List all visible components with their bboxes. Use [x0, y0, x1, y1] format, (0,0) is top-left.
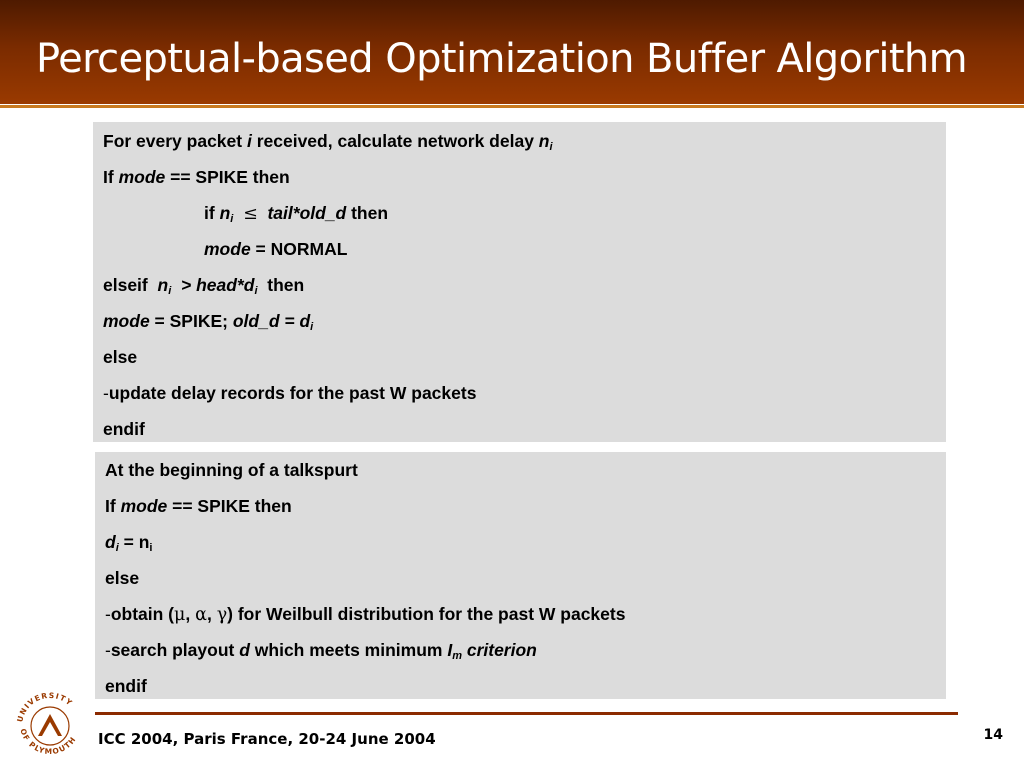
code-line [105, 640, 946, 676]
code-text: else [103, 347, 138, 367]
var-mode: mode [118, 167, 166, 187]
subscript: i [230, 213, 234, 225]
subscript: i [310, 321, 314, 333]
code-text: received, calculate network delay [251, 131, 539, 151]
code-text: endif [105, 676, 147, 696]
subscript: i [549, 141, 553, 153]
var-i: i [246, 131, 252, 151]
dash: - [105, 604, 111, 624]
var-mode: mode [120, 496, 168, 516]
code-text: update delay records for the past W packets [108, 383, 477, 403]
code-text: = n [118, 532, 150, 552]
code-line [103, 203, 946, 239]
var-I: I [447, 640, 453, 660]
algorithm-panel-packet [93, 122, 946, 442]
code-text: endif [103, 419, 145, 439]
var-d: d [239, 640, 250, 660]
expression: tail*old_d [267, 203, 347, 223]
code-line [105, 496, 946, 532]
var-mode: mode [204, 239, 251, 259]
code-text: If [103, 167, 119, 187]
footer-caption: ICC 2004, Paris France, 20-24 June 2004 [98, 730, 436, 748]
var-d: d [105, 532, 116, 552]
code-text: = NORMAL [250, 239, 348, 259]
code-line [103, 419, 946, 455]
code-text: ) for Weilbull distribution for the past W packets [227, 604, 626, 624]
code-text: , [185, 604, 196, 624]
code-text: search playout [110, 640, 240, 660]
code-text: which meets minimum [249, 640, 448, 660]
code-line [103, 275, 946, 311]
mu-symbol: μ [174, 605, 186, 625]
code-text: == SPIKE then [165, 167, 290, 187]
code-line [105, 676, 946, 712]
subscript: i [254, 285, 258, 297]
subscript: i [115, 542, 119, 554]
expression: old_d = d [232, 311, 311, 331]
code-text: elseif [103, 275, 153, 295]
code-text: For every packet [103, 131, 247, 151]
svg-text:UNIVERSITY: UNIVERSITY [15, 690, 75, 723]
less-equal-symbol: ≤ [243, 204, 258, 224]
svg-text:OF PLYMOUTH: OF PLYMOUTH [18, 727, 79, 757]
code-line [103, 239, 946, 275]
dash: - [103, 383, 109, 403]
code-text: if [204, 203, 220, 223]
code-line [103, 131, 946, 167]
university-logo-icon [12, 688, 88, 764]
code-line [103, 383, 946, 419]
code-line [105, 604, 946, 640]
code-line [105, 568, 946, 604]
expression: criterion [461, 640, 537, 660]
code-line [103, 311, 946, 347]
code-line [103, 347, 946, 383]
code-line [105, 460, 946, 496]
var-n: n [157, 275, 169, 295]
code-text: == SPIKE then [167, 496, 292, 516]
subscript: i [168, 285, 172, 297]
var-n: n [538, 131, 550, 151]
code-text: then [262, 275, 305, 295]
subscript: i [149, 542, 153, 554]
title-bar [0, 0, 1024, 104]
code-text: = SPIKE; [149, 311, 233, 331]
code-text: At the beginning of a talkspurt [105, 460, 358, 480]
code-text: then [346, 203, 389, 223]
code-line [105, 532, 946, 568]
code-text: else [105, 568, 140, 588]
alpha-symbol: α [195, 605, 207, 625]
algorithm-panel-talkspurt [95, 452, 946, 699]
subscript: m [452, 650, 462, 662]
footer-divider [95, 712, 958, 715]
var-mode: mode [103, 311, 150, 331]
code-line [103, 167, 946, 203]
var-n: n [219, 203, 231, 223]
code-text: , [206, 604, 217, 624]
title-divider [0, 105, 1024, 108]
slide-title: Perceptual-based Optimization Buffer Algorithm [36, 36, 968, 82]
code-text: If [105, 496, 121, 516]
page-number: 14 [983, 727, 1003, 743]
code-text: obtain ( [110, 604, 175, 624]
gamma-symbol: γ [216, 605, 228, 625]
expression: > head*d [176, 275, 255, 295]
dash: - [105, 640, 111, 660]
